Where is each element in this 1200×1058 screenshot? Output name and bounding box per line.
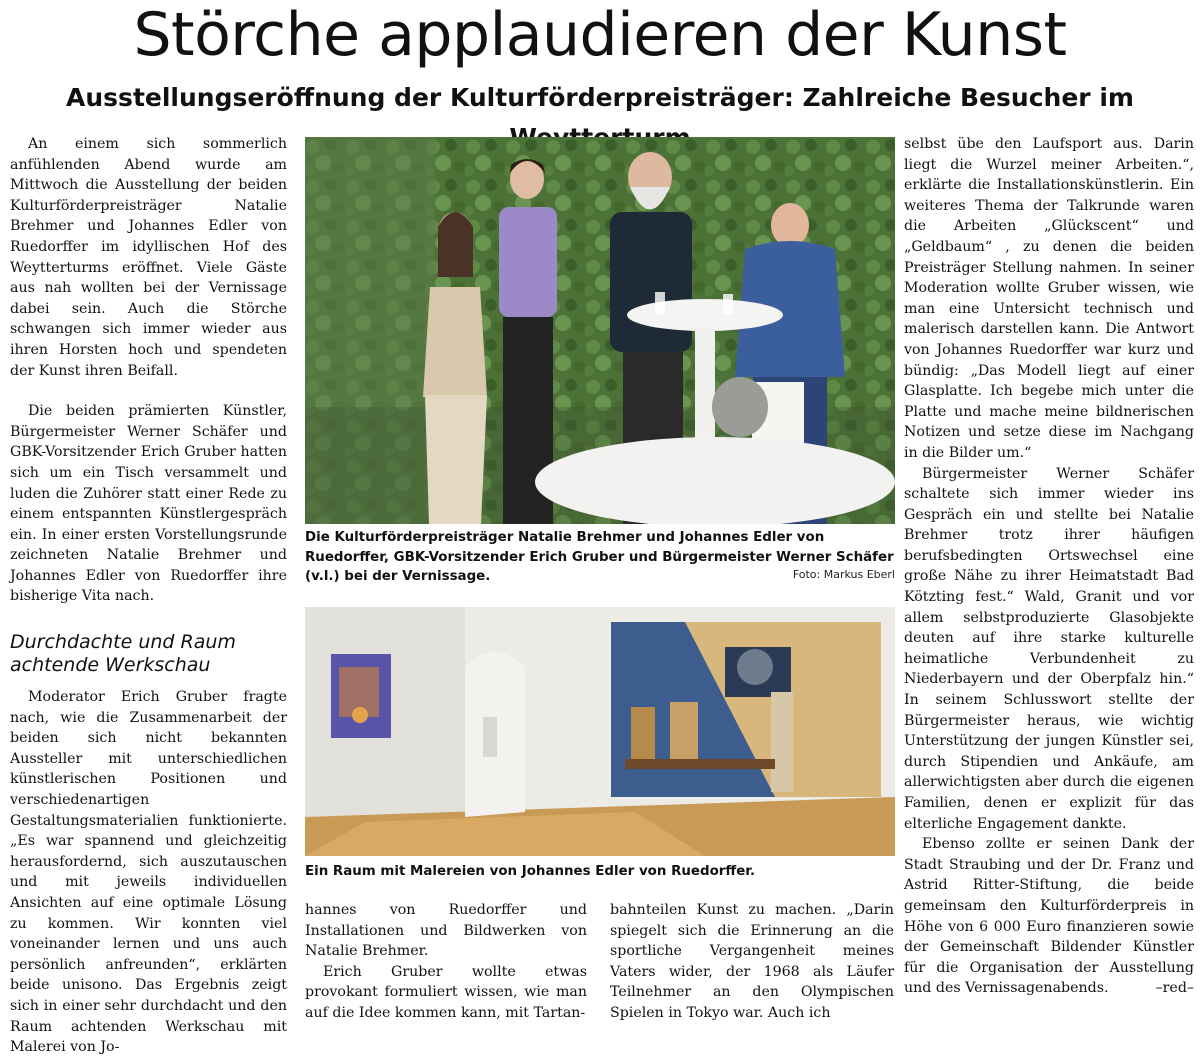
photo-caption: Ein Raum mit Malereien von Johannes Edler von Ruedorffer.	[305, 864, 756, 879]
vernissage-photo	[305, 137, 895, 524]
gallery-room-illustration	[305, 607, 895, 856]
photo-caption: Die Kulturförderpreisträger Natalie Brehmer und Johannes Edler von Ruedorffer, GBK-Vorsitzender Erich Gruber und Bürgermeister Werner Schäfer (v.l.) bei der Vernissage.	[305, 530, 894, 584]
paragraph-text: Ebenso zollte er seinen Dank der Stadt Straubing und der Dr. Franz und Astrid Ritter-Stiftung, die beide gemeinsam den Kulturförderpreis in Höhe von 6 000 Euro finanzieren sowie der Gemeinschaft Bildender Künstler für die Organisation der Ausstellung und des Vernissagenabends.	[904, 836, 1194, 997]
article-column-2	[305, 900, 587, 1024]
section-subheading: Durchdachte und Raum achtende Werkschau	[10, 631, 236, 677]
paragraph: Die beiden prämierten Künstler, Bürgermeister Werner Schäfer und GBK-Vorsitzender Erich Gruber hatten sich um ein Tisch versammelt und luden die Zuhörer statt einer Rede zu einem entspannten Künstlergespräch ein. In einer ersten Vorstellungsrunde zeichneten Natalie Brehmer und Johannes Edler von Ruedorffer ihre bisherige Vita nach.	[10, 403, 287, 605]
paragraph	[904, 834, 1194, 999]
headline: Störche applaudieren der Kunst	[133, 0, 1067, 70]
article-column-4	[904, 134, 1194, 999]
subheadline: Ausstellungseröffnung der Kulturförderpreisträger: Zahlreiche Besucher im	[66, 83, 1134, 112]
photo-credit: Foto: Markus Eberl	[792, 568, 895, 581]
paragraph: selbst übe den Laufsport aus. Darin liegt die Wurzel meiner Arbeiten.“, erklärte die Installationskünstlerin. Ein weiteres Thema der Talkrunde waren die Arbeiten „Glückscent“ und „Geldbaum“ , zu denen die beiden Preisträger Stellung nahmen. In seiner Moderation wollte Gruber wissen, wie man eine Untersicht technisch und malerisch darstellen kann. Die Antwort von Johannes Ruedorffer war kurz und bündig: „Das Modell liegt auf einer Glasplatte. Ich begebe mich unter die Platte und mache meine bildnerischen Notizen und setze diese im Nachgang in die Bilder um.“	[904, 136, 1194, 461]
paragraph: Bürgermeister Werner Schäfer schaltete sich immer wieder ins Gespräch ein und stellte bei Natalie Brehmer trotz ihrer häufigen berufsbedingten Ortswechsel eine große Nähe zu ihrer Heimatstadt Bad Kötzting fest.“ Wald, Granit und vor allem selbstproduzierte Glasobjekte deuten auf ihre starke kulturelle heimatliche Verbundenheit zu Niederbayern und der Oberpfalz hin.“ In seinem Schlusswort stellte der Bürgermeister heraus, wie wichtig Unterstützung der jungen Künstler sei, durch Stipendien und Ankäufe, am allerwichtigsten aber durch die eigenen Familien, denen er explizit für das elterliche Engagement dankte.	[904, 465, 1194, 832]
paragraph: hannes von Ruedorffer und Installationen und Bildwerken von Natalie Brehmer.	[305, 902, 587, 960]
vernissage-photo-illustration	[305, 137, 895, 524]
article-column-1	[10, 134, 287, 1058]
paragraph: bahnteilen Kunst zu machen. „Darin spiegelt sich die Erinnerung an die sportliche Vergangenheit meines Vaters wider, der 1968 als Läufer Teilnehmer an den Olympischen Spielen in Tokyo war. Auch ich	[610, 902, 894, 1021]
paragraph: Moderator Erich Gruber fragte nach, wie die Zusammenarbeit der beiden sich nicht bekannten Aussteller mit unterschiedlichen künstlerischen Positionen und verschiedenartigen Gestaltungsmaterialien funktionierte. „Es war spannend und gleichzeitig herausfordernd, sich auszutauschen und mit jeweils individuellen Ansichten auf eine optimale Lösung zu kommen. Wir konnten viel voneinander lernen und uns auch persönlich anfreunden“, erklärten beide unisono. Das Ergebnis zeigt sich in einer sehr durchdacht und den Raum achtenden Werkschau mit Malerei von Jo-	[10, 689, 287, 1056]
gallery-room-photo	[305, 607, 895, 856]
article-column-3	[610, 900, 894, 1024]
paragraph: Erich Gruber wollte etwas provokant formuliert wissen, wie man auf die Idee kommen kann, mit Tartan-	[305, 963, 587, 1021]
paragraph: An einem sich sommerlich anfühlenden Abend wurde am Mittwoch die Ausstellung der beiden Kulturförderpreisträger Natalie Brehmer und Johannes Edler von Ruedorffer im idyllischen Hof des Weytterturms eröffnet. Viele Gäste aus nah wollten bei der Vernissage dabei sein. Auch die Störche schwangen sich immer wieder aus ihren Horsten hoch und spendeten der Kunst ihren Beifall.	[10, 136, 287, 379]
author-signoff: –red–	[1155, 980, 1194, 997]
